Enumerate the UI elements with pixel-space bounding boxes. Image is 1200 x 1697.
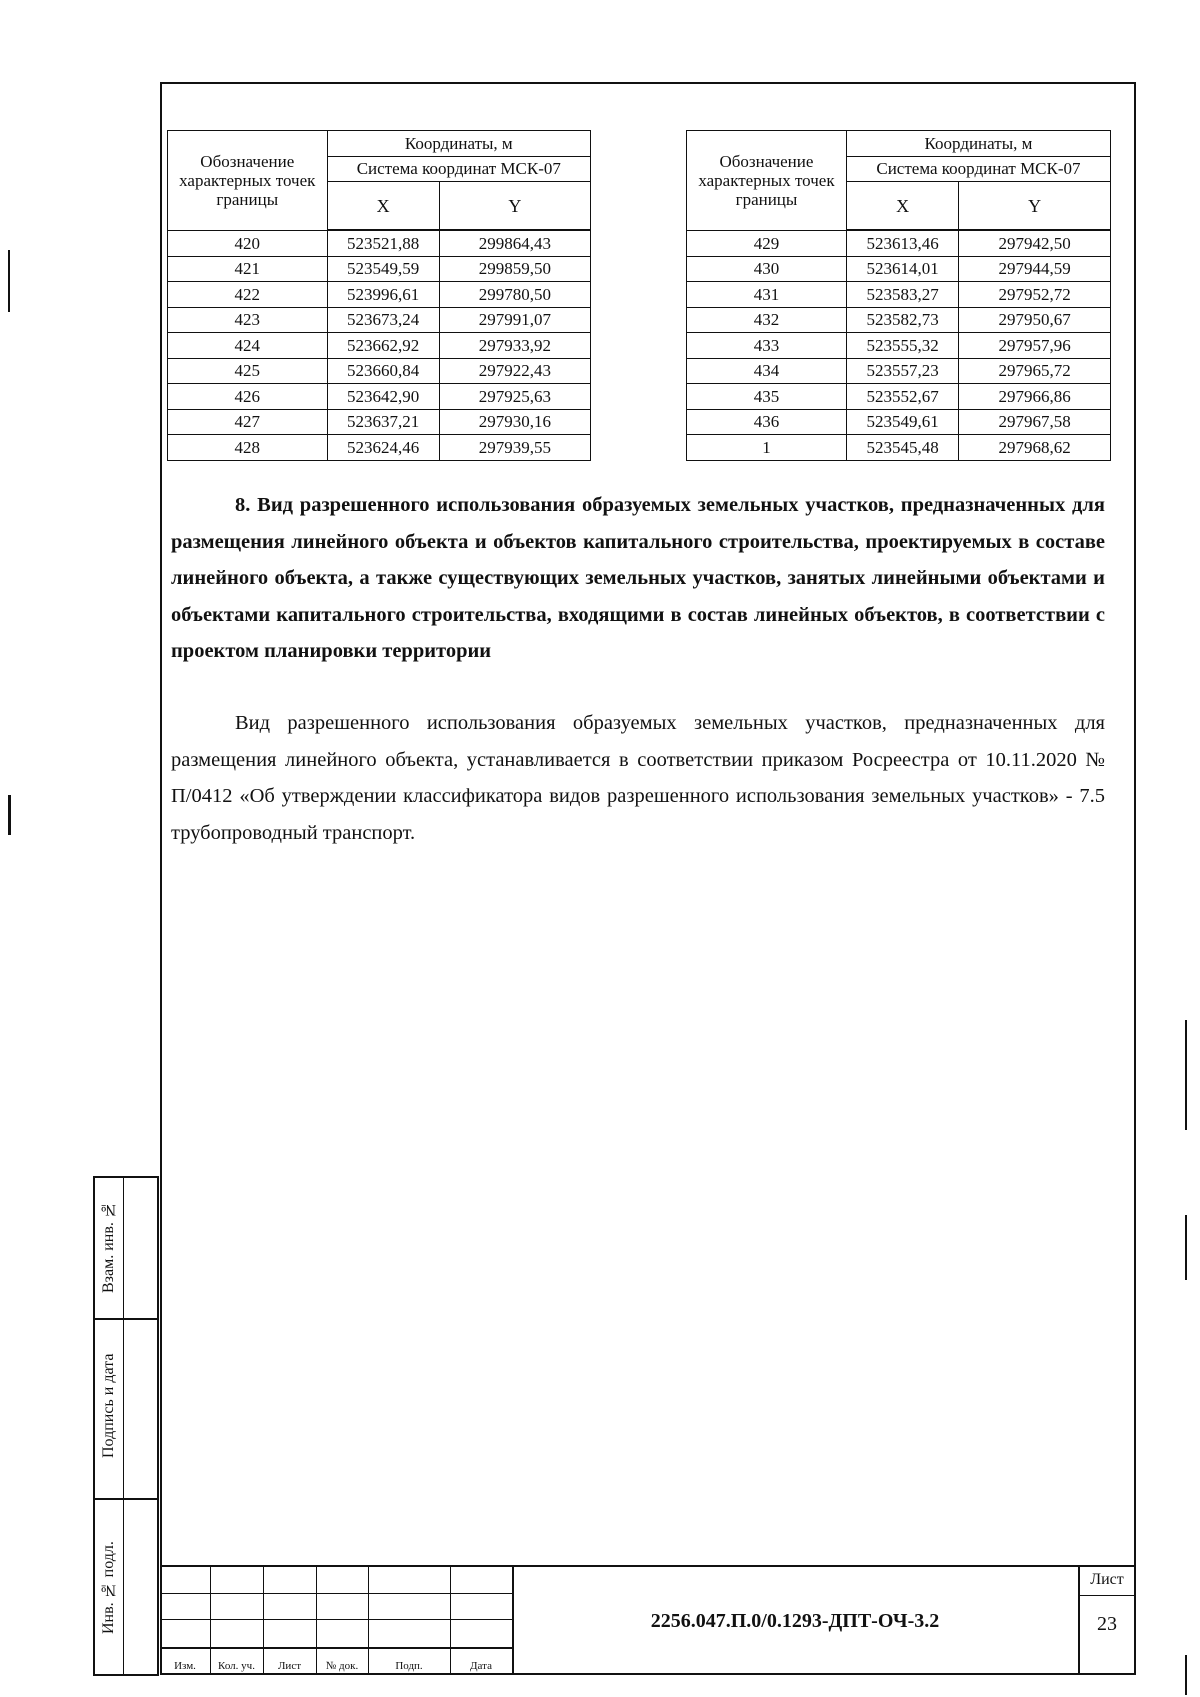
coordinates-table-right	[686, 130, 1111, 461]
y-cell: 297922,43	[439, 358, 590, 384]
x-cell: 523583,27	[846, 282, 958, 308]
x-cell: 523582,73	[846, 307, 958, 333]
header-y: Y	[439, 182, 590, 231]
x-cell: 523549,59	[327, 256, 439, 282]
title-block-divider	[1078, 1595, 1134, 1596]
point-cell: 424	[168, 333, 328, 359]
point-cell: 436	[687, 409, 847, 435]
x-cell: 523552,67	[846, 384, 958, 410]
sheet-label: Лист	[1090, 1571, 1124, 1588]
scan-artifact	[1185, 1215, 1187, 1280]
sheet-number: 23	[1097, 1613, 1117, 1635]
grid-line	[160, 1647, 512, 1649]
table-row	[687, 384, 1111, 410]
coordinates-table-left	[167, 130, 591, 461]
column-label-change: Изм.	[174, 1660, 196, 1672]
y-cell: 297942,50	[959, 230, 1111, 256]
y-cell: 299864,43	[439, 230, 590, 256]
y-cell: 297950,67	[959, 307, 1111, 333]
scan-artifact	[1185, 1655, 1187, 1695]
y-cell: 297968,62	[959, 435, 1111, 461]
y-cell: 297965,72	[959, 358, 1111, 384]
x-cell: 523662,92	[327, 333, 439, 359]
table-row	[168, 358, 591, 384]
header-system: Система координат МСК-07	[327, 156, 590, 182]
table-right-body	[687, 230, 1111, 460]
section-body: Вид разрешенного использования образуемых земельных участков, предназначенных для размещения линейного объекта, устанавливается в соответствии приказом Росреестра от 10.11.2020 № П/0412 «Об утверждении классификатора видов разрешенного использования земельных участков» - 7.5 трубопроводный транспорт.	[171, 712, 1105, 844]
grid-line	[263, 1567, 264, 1675]
grid-line	[316, 1567, 317, 1675]
table-row	[687, 409, 1111, 435]
point-cell: 421	[168, 256, 328, 282]
x-cell: 523557,23	[846, 358, 958, 384]
table-row	[687, 307, 1111, 333]
x-cell: 523996,61	[327, 282, 439, 308]
column-label-date: Дата	[470, 1660, 492, 1672]
point-cell: 429	[687, 230, 847, 256]
column-label-doc-no: № док.	[325, 1660, 359, 1672]
grid-line	[210, 1567, 211, 1675]
x-cell: 523614,01	[846, 256, 958, 282]
table-row	[687, 256, 1111, 282]
side-label-sign-date: Подпись и дата	[100, 1353, 117, 1459]
y-cell: 297957,96	[959, 333, 1111, 359]
y-cell: 297930,16	[439, 409, 590, 435]
section-heading: 8. Вид разрешенного использования образуемых земельных участков, предназначенных для размещения линейного объекта и объектов капитального строительства, проектируемых в составе линейного объекта, а также существующих земельных участков, занятых линейными объектами и объектами капитального строительства, входящими в состав линейных объектов, в соответствии с проектом планировки территории	[171, 494, 1105, 662]
y-cell: 297939,55	[439, 435, 590, 461]
x-cell: 523555,32	[846, 333, 958, 359]
column-label-sheet: Лист	[277, 1660, 302, 1672]
header-designation: Обозначение характерных точек границы	[168, 131, 328, 231]
table-left-body	[168, 230, 591, 460]
y-cell: 299780,50	[439, 282, 590, 308]
header-system: Система координат МСК-07	[846, 156, 1110, 182]
x-cell: 523549,61	[846, 409, 958, 435]
table-row	[168, 435, 591, 461]
x-cell: 523642,90	[327, 384, 439, 410]
side-label-orig-inv: Инв. № подл.	[100, 1541, 117, 1635]
table-row	[687, 230, 1111, 256]
header-coordinates: Координаты, м	[846, 131, 1110, 157]
point-cell: 431	[687, 282, 847, 308]
y-cell: 297933,92	[439, 333, 590, 359]
point-cell: 426	[168, 384, 328, 410]
grid-line	[160, 1593, 512, 1594]
y-cell: 297952,72	[959, 282, 1111, 308]
y-cell: 297966,86	[959, 384, 1111, 410]
scan-artifact	[1185, 1020, 1187, 1130]
point-cell: 433	[687, 333, 847, 359]
x-cell: 523673,24	[327, 307, 439, 333]
point-cell: 435	[687, 384, 847, 410]
point-cell: 432	[687, 307, 847, 333]
grid-line	[450, 1567, 451, 1675]
table-row	[687, 358, 1111, 384]
column-label-qty: Кол. уч.	[218, 1660, 255, 1672]
document-code: 2256.047.П.0/0.1293-ДПТ-ОЧ-3.2	[650, 1609, 940, 1632]
side-label-ref-inv: Взам. инв. №	[100, 1201, 117, 1293]
scan-artifact	[8, 795, 11, 835]
header-x: X	[327, 182, 439, 231]
y-cell: 297925,63	[439, 384, 590, 410]
point-cell: 422	[168, 282, 328, 308]
side-stamp-divider	[95, 1318, 157, 1320]
header-designation: Обозначение характерных точек границы	[687, 131, 847, 231]
table-row	[168, 282, 591, 308]
table-row	[168, 256, 591, 282]
table-row	[168, 307, 591, 333]
point-cell: 428	[168, 435, 328, 461]
side-stamp	[93, 1176, 159, 1676]
table-row	[687, 435, 1111, 461]
point-cell: 427	[168, 409, 328, 435]
title-block-revision-grid	[160, 1567, 512, 1675]
grid-line	[160, 1619, 512, 1620]
x-cell: 523637,21	[327, 409, 439, 435]
title-block	[160, 1565, 1136, 1675]
table-row	[687, 333, 1111, 359]
x-cell: 523521,88	[327, 230, 439, 256]
point-cell: 423	[168, 307, 328, 333]
grid-line	[368, 1567, 369, 1675]
header-coordinates: Координаты, м	[327, 131, 590, 157]
table-row	[168, 384, 591, 410]
table-row	[168, 333, 591, 359]
point-cell: 425	[168, 358, 328, 384]
y-cell: 299859,50	[439, 256, 590, 282]
x-cell: 523624,46	[327, 435, 439, 461]
table-row	[687, 282, 1111, 308]
point-cell: 434	[687, 358, 847, 384]
point-cell: 430	[687, 256, 847, 282]
y-cell: 297967,58	[959, 409, 1111, 435]
point-cell: 420	[168, 230, 328, 256]
y-cell: 297991,07	[439, 307, 590, 333]
point-cell: 1	[687, 435, 847, 461]
side-stamp-divider	[95, 1498, 157, 1500]
table-row	[168, 409, 591, 435]
header-y: Y	[959, 182, 1111, 231]
scan-artifact	[8, 250, 10, 312]
column-label-signature: Подп.	[395, 1660, 423, 1672]
x-cell: 523613,46	[846, 230, 958, 256]
x-cell: 523545,48	[846, 435, 958, 461]
table-row	[168, 230, 591, 256]
x-cell: 523660,84	[327, 358, 439, 384]
header-x: X	[846, 182, 958, 231]
y-cell: 297944,59	[959, 256, 1111, 282]
